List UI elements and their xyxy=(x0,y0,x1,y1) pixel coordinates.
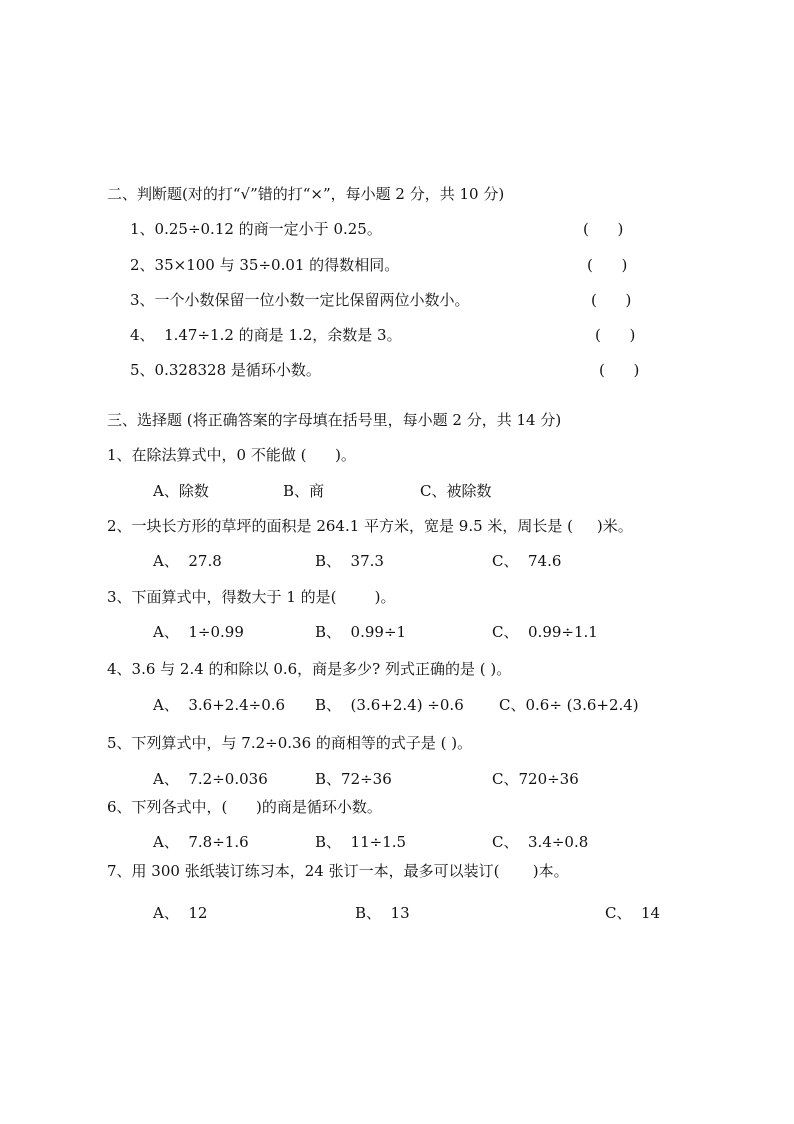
choice-option-a[interactable]: A、 7.8÷1.6 xyxy=(153,833,249,851)
choice-option-a[interactable]: A、除数 xyxy=(153,482,209,500)
choice-option-c[interactable]: C、被除数 xyxy=(420,482,492,500)
choice-question: 2、一块长方形的草坪的面积是 264.1 平方米，宽是 9.5 米，周长是 ( )米。 xyxy=(107,517,633,535)
judgment-item: 4、 1.47÷1.2 的商是 1.2，余数是 3。 xyxy=(130,326,402,344)
choice-question: 4、3.6 与 2.4 的和除以 0.6，商是多少? 列式正确的是 ( )。 xyxy=(107,660,512,678)
choice-option-b[interactable]: B、商 xyxy=(283,482,325,500)
choice-option-b[interactable]: B、 0.99÷1 xyxy=(315,623,407,641)
choice-option-c[interactable]: C、 14 xyxy=(605,904,661,922)
choice-option-b[interactable]: B、 37.3 xyxy=(315,552,384,570)
judgment-item: 1、0.25÷0.12 的商一定小于 0.25。 xyxy=(130,220,382,238)
choice-question: 1、在除法算式中，0 不能做 ( )。 xyxy=(107,446,356,464)
section-3-heading: 三、选择题 (将正确答案的字母填在括号里，每小题 2 分，共 14 分) xyxy=(107,411,562,429)
choice-option-a[interactable]: A、 12 xyxy=(153,904,208,922)
choice-option-c[interactable]: C、 3.4÷0.8 xyxy=(492,833,589,851)
choice-option-c[interactable]: C、 74.6 xyxy=(492,552,562,570)
choice-option-a[interactable]: A、 3.6+2.4÷0.6 xyxy=(153,696,286,714)
judgment-bracket[interactable]: ( ) xyxy=(599,361,640,379)
judgment-item: 3、一个小数保留一位小数一定比保留两位小数小。 xyxy=(130,291,470,309)
choice-option-c[interactable]: C、720÷36 xyxy=(492,770,579,788)
choice-question: 6、下列各式中，( )的商是循环小数。 xyxy=(107,798,382,816)
choice-question: 3、下面算式中，得数大于 1 的是( )。 xyxy=(107,588,396,606)
choice-option-a[interactable]: A、 27.8 xyxy=(153,552,222,570)
judgment-bracket[interactable]: ( ) xyxy=(591,291,632,309)
judgment-item: 2、35×100 与 35÷0.01 的得数相同。 xyxy=(130,256,400,274)
choice-option-b[interactable]: B、 13 xyxy=(355,904,410,922)
choice-option-a[interactable]: A、 7.2÷0.036 xyxy=(153,770,268,788)
judgment-bracket[interactable]: ( ) xyxy=(587,256,628,274)
choice-option-c[interactable]: C、 0.99÷1.1 xyxy=(492,623,598,641)
choice-option-c[interactable]: C、0.6÷ (3.6+2.4) xyxy=(499,696,639,714)
judgment-bracket[interactable]: ( ) xyxy=(583,220,624,238)
section-2-heading: 二、判断题(对的打“√”错的打“×”，每小题 2 分，共 10 分) xyxy=(107,185,505,203)
choice-option-b[interactable]: B、 11÷1.5 xyxy=(315,833,407,851)
judgment-bracket[interactable]: ( ) xyxy=(595,326,636,344)
choice-question: 7、用 300 张纸装订练习本，24 张订一本，最多可以装订( )本。 xyxy=(107,862,569,880)
judgment-item: 5、0.328328 是循环小数。 xyxy=(130,361,321,379)
choice-option-b[interactable]: B、 (3.6+2.4) ÷0.6 xyxy=(315,696,464,714)
choice-option-b[interactable]: B、72÷36 xyxy=(315,770,392,788)
choice-question: 5、下列算式中，与 7.2÷0.36 的商相等的式子是 ( )。 xyxy=(107,734,473,752)
choice-option-a[interactable]: A、 1÷0.99 xyxy=(153,623,244,641)
